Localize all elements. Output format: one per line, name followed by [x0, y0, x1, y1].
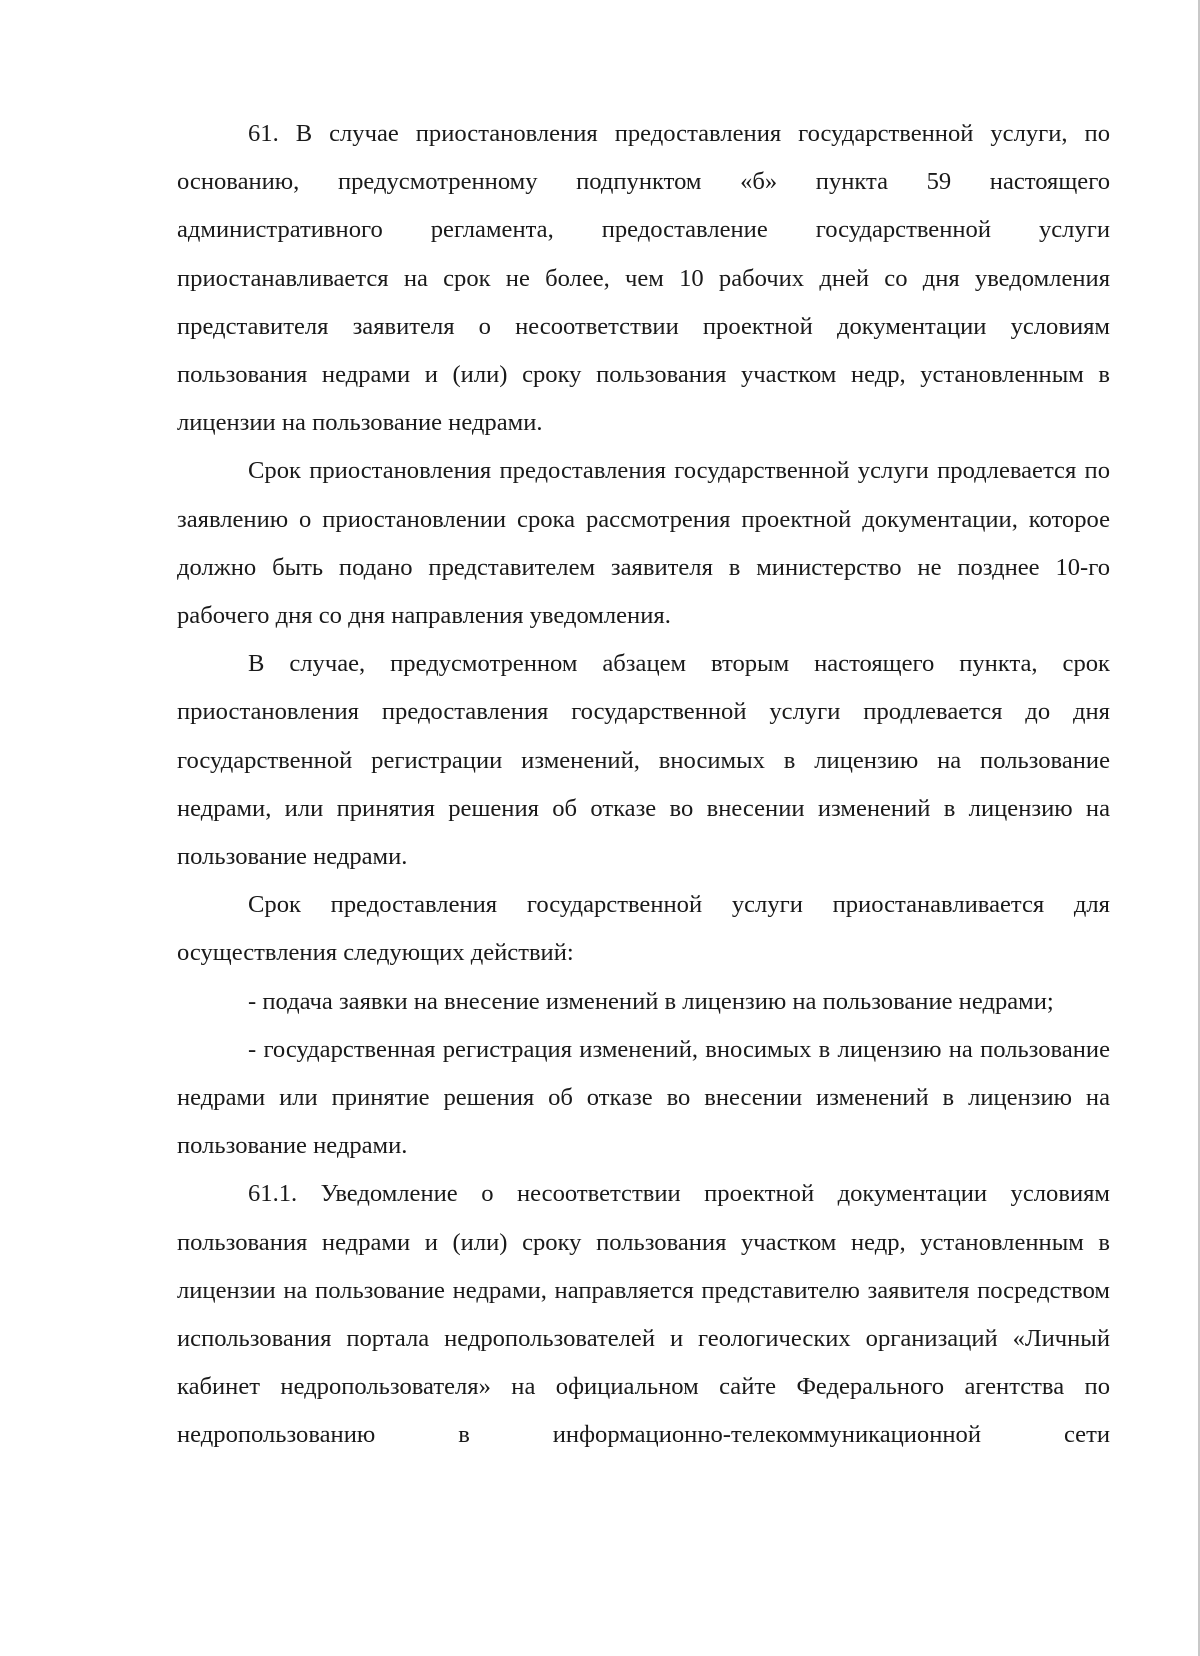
paragraph-suspension-actions: Срок предоставления государственной услуги приостанавливается для осуществления следующих действий:: [177, 891, 1110, 967]
document-page: [177, 110, 1110, 1460]
list-item-application: - подача заявки на внесение изменений в лицензию на пользование недрами;: [248, 987, 1054, 1015]
list-item-registration: - государственная регистрация изменений, вносимых в лицензию на пользование недрами или принятие решения об отказе во внесении изменений в лицензию на пользование недрами.: [177, 1035, 1110, 1160]
paragraph-extension-case: В случае, предусмотренном абзацем вторым настоящего пункта, срок приостановления предоставления государственной услуги продлевается до дня государственной регистрации изменений, вносимых в лицензию на пользование недрами, или принятия решения об отказе во внесении изменений в лицензию на пользование недрами.: [177, 650, 1110, 871]
paragraph-61-1: 61.1. Уведомление о несоответствии проектной документации условиям пользования недрами и (или) сроку пользования участком недр, установленным в лицензии на пользование недрами, направляется представителю заявителя посредством использования портала недропользователей и геологических организаций «Личный кабинет недропользователя» на официальном сайте Федерального агентства по недропользованию в информационно-телекоммуникационной сети: [177, 1180, 1110, 1449]
paragraph-61: 61. В случае приостановления предоставления государственной услуги, по основанию, предусмотренному подпунктом «б» пункта 59 настоящего административного регламента, предоставление государственной услуги приостанавливается на срок не более, чем 10 рабочих дней со дня уведомления представителя заявителя о несоответствии проектной документации условиям пользования недрами и (или) сроку пользования участком недр, установленным в лицензии на пользование недрами.: [177, 120, 1110, 437]
paragraph-suspension-extension: Срок приостановления предоставления государственной услуги продлевается по заявлению о приостановлении срока рассмотрения проектной документации, которое должно быть подано представителем заявителя в министерство не позднее 10-го рабочего дня со дня направления уведомления.: [177, 457, 1110, 630]
